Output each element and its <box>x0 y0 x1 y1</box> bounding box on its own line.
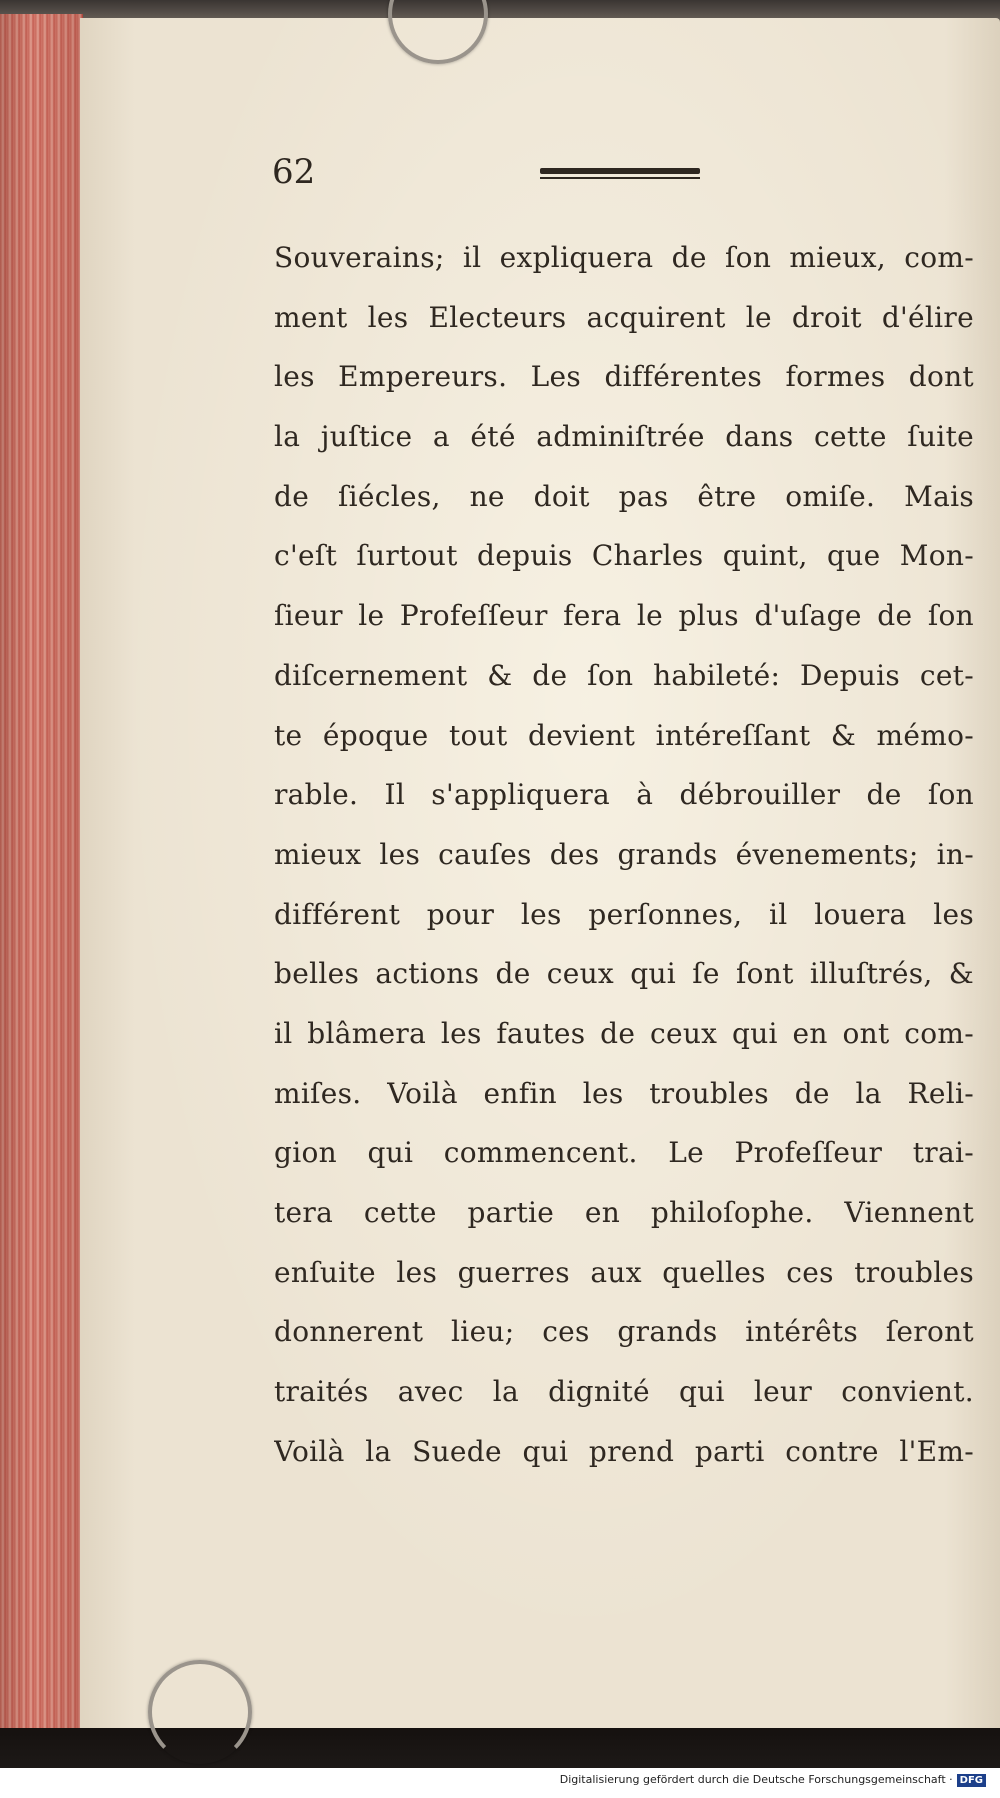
book-page-edges-shade <box>0 14 82 1734</box>
text-line: ment les Electeurs acquirent le droit d'élire <box>274 300 974 334</box>
page-number: 62 <box>272 152 316 192</box>
body-text <box>274 228 974 1481</box>
text-line: la juſtice a été adminiſtrée dans cette ſuite <box>274 420 974 454</box>
text-line: tera cette partie en philoſophe. Viennent <box>274 1196 974 1229</box>
text-line: mieux les cauſes des grands évenements; in- <box>274 837 974 871</box>
text-line: Voilà la Suede qui prend parti contre l'Em- <box>274 1434 974 1468</box>
text-line: rable. Il s'appliquera à débrouiller de ſon <box>274 778 974 812</box>
text-line: il blâmera les fautes de ceux qui en ont com- <box>274 1016 974 1050</box>
text-line: diſcernement & de ſon habileté: Depuis cet- <box>274 658 974 692</box>
text-line: ſieur le Profeſſeur fera le plus d'uſage de ſon <box>274 599 974 633</box>
text-line: te époque tout devient intéreſſant & mémo- <box>274 718 974 752</box>
digitization-credit <box>560 1773 986 1787</box>
header-rule <box>540 168 700 180</box>
text-line: Souverains; il expliquera de ſon mieux, com- <box>274 241 974 274</box>
text-line: gion qui commencent. Le Profeſſeur trai- <box>274 1136 974 1170</box>
text-line: de ſiécles, ne doit pas être omiſe. Mais <box>274 479 974 513</box>
text-line: traités avec la dignité qui leur convient. <box>274 1375 974 1409</box>
text-line: belles actions de ceux qui ſe ſont illuſtrés, & <box>274 957 974 991</box>
bottom-clip-icon <box>148 1660 252 1764</box>
text-line: c'eſt ſurtout depuis Charles quint, que Mon- <box>274 539 974 573</box>
text-line: différent pour les perſonnes, il louera les <box>274 897 974 931</box>
credit-text: Digitalisierung gefördert durch die Deutsche Forschungsgemeinschaft · <box>559 1773 953 1786</box>
header-rule-thin <box>540 177 700 179</box>
text-line: miſes. Voilà enfin les troubles de la Reli- <box>274 1076 974 1110</box>
bottom-scan-edge <box>0 1728 1000 1768</box>
dfg-logo: DFG <box>957 1774 986 1787</box>
header-rule-thick <box>540 168 700 174</box>
text-line: donnerent lieu; ces grands intérêts ſeront <box>274 1315 974 1349</box>
text-line: enſuite les guerres aux quelles ces troubles <box>274 1255 974 1289</box>
text-line: les Empereurs. Les différentes formes dont <box>274 360 974 394</box>
